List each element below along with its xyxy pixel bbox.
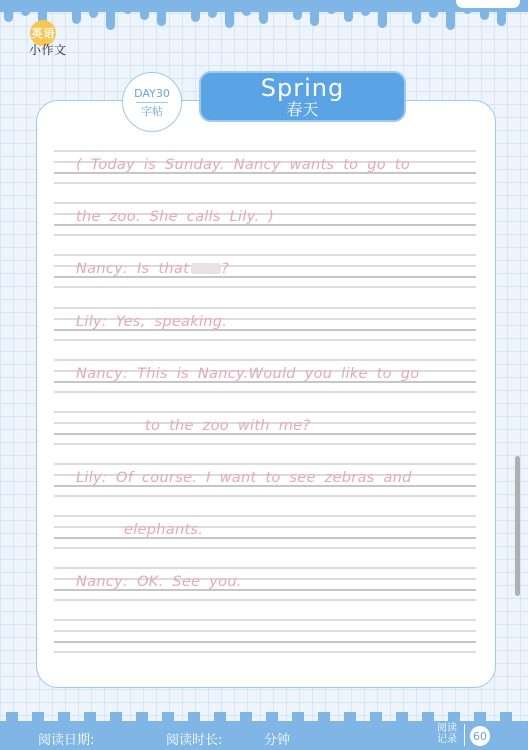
drip-shape — [106, 0, 115, 30]
page-title-chinese: 春天 — [286, 99, 319, 119]
drip-shape — [327, 0, 336, 14]
drip-shape — [293, 0, 302, 20]
drip-shape — [344, 0, 353, 22]
scrollbar[interactable] — [515, 456, 520, 596]
record-number: 60 — [470, 726, 490, 746]
drip-shape — [310, 0, 319, 26]
record-line-2: 记录 — [437, 734, 457, 745]
badge-divider — [136, 102, 168, 103]
copy-line-8: elephants. — [124, 522, 204, 538]
drip-shape — [378, 0, 387, 28]
record-line-1: 阅读 — [437, 723, 457, 734]
footer-separator — [464, 724, 465, 746]
drip-shape — [208, 0, 217, 18]
drip-shape — [4, 0, 13, 22]
drip-shape — [259, 0, 268, 24]
copybook-paper — [36, 100, 496, 688]
drip-shape — [276, 0, 285, 12]
copy-line-3-text: Nancy: Is that — [76, 261, 190, 277]
reading-record-label — [437, 723, 457, 745]
drip-shape — [412, 0, 421, 24]
copy-line-6: to the zoo with me? — [145, 418, 311, 434]
top-record-badge — [456, 0, 520, 8]
logo-char-2: 语 — [43, 27, 55, 40]
logo-char-1: 英 — [31, 27, 43, 40]
minutes-label: 分钟 — [264, 733, 291, 748]
drip-shape — [242, 0, 251, 16]
drip-shape — [361, 0, 370, 16]
blurred-name — [191, 263, 221, 274]
logo-subtitle: 小作文 — [29, 43, 67, 57]
title-banner — [199, 71, 406, 122]
drip-shape — [174, 0, 183, 12]
copy-line-1: ( Today is Sunday. Nancy wants to go to — [76, 157, 410, 173]
drip-shape — [55, 0, 64, 12]
drip-shape — [225, 0, 234, 28]
drip-shape — [395, 0, 404, 12]
page-title-english: Spring — [260, 73, 345, 102]
copy-line-3 — [76, 260, 229, 278]
drip-shape — [140, 0, 149, 20]
drip-shape — [429, 0, 438, 18]
copy-line-4: Lily: Yes, speaking. — [76, 314, 228, 330]
copy-line-9: Nancy: OK. See you. — [76, 574, 242, 590]
drip-shape — [191, 0, 200, 22]
copy-line-7: Lily: Of course. I want to see zebras and — [76, 470, 412, 486]
drip-shape — [21, 0, 30, 16]
drip-shape — [446, 0, 455, 30]
drip-shape — [123, 0, 132, 14]
copy-line-5: Nancy: This is Nancy.Would you like to go — [76, 366, 420, 382]
day-badge — [122, 72, 182, 132]
drip-shape — [157, 0, 166, 26]
day-number: DAY30 — [134, 86, 170, 100]
reading-time-label: 阅读时长: — [166, 733, 223, 748]
drip-shape — [89, 0, 98, 18]
day-label: 字帖 — [141, 104, 163, 118]
reading-date-label: 阅读日期: — [38, 733, 95, 748]
copy-line-3-end: ? — [221, 261, 230, 277]
copy-line-2: the zoo. She calls Lily. ) — [76, 209, 275, 225]
drip-shape — [72, 0, 81, 24]
